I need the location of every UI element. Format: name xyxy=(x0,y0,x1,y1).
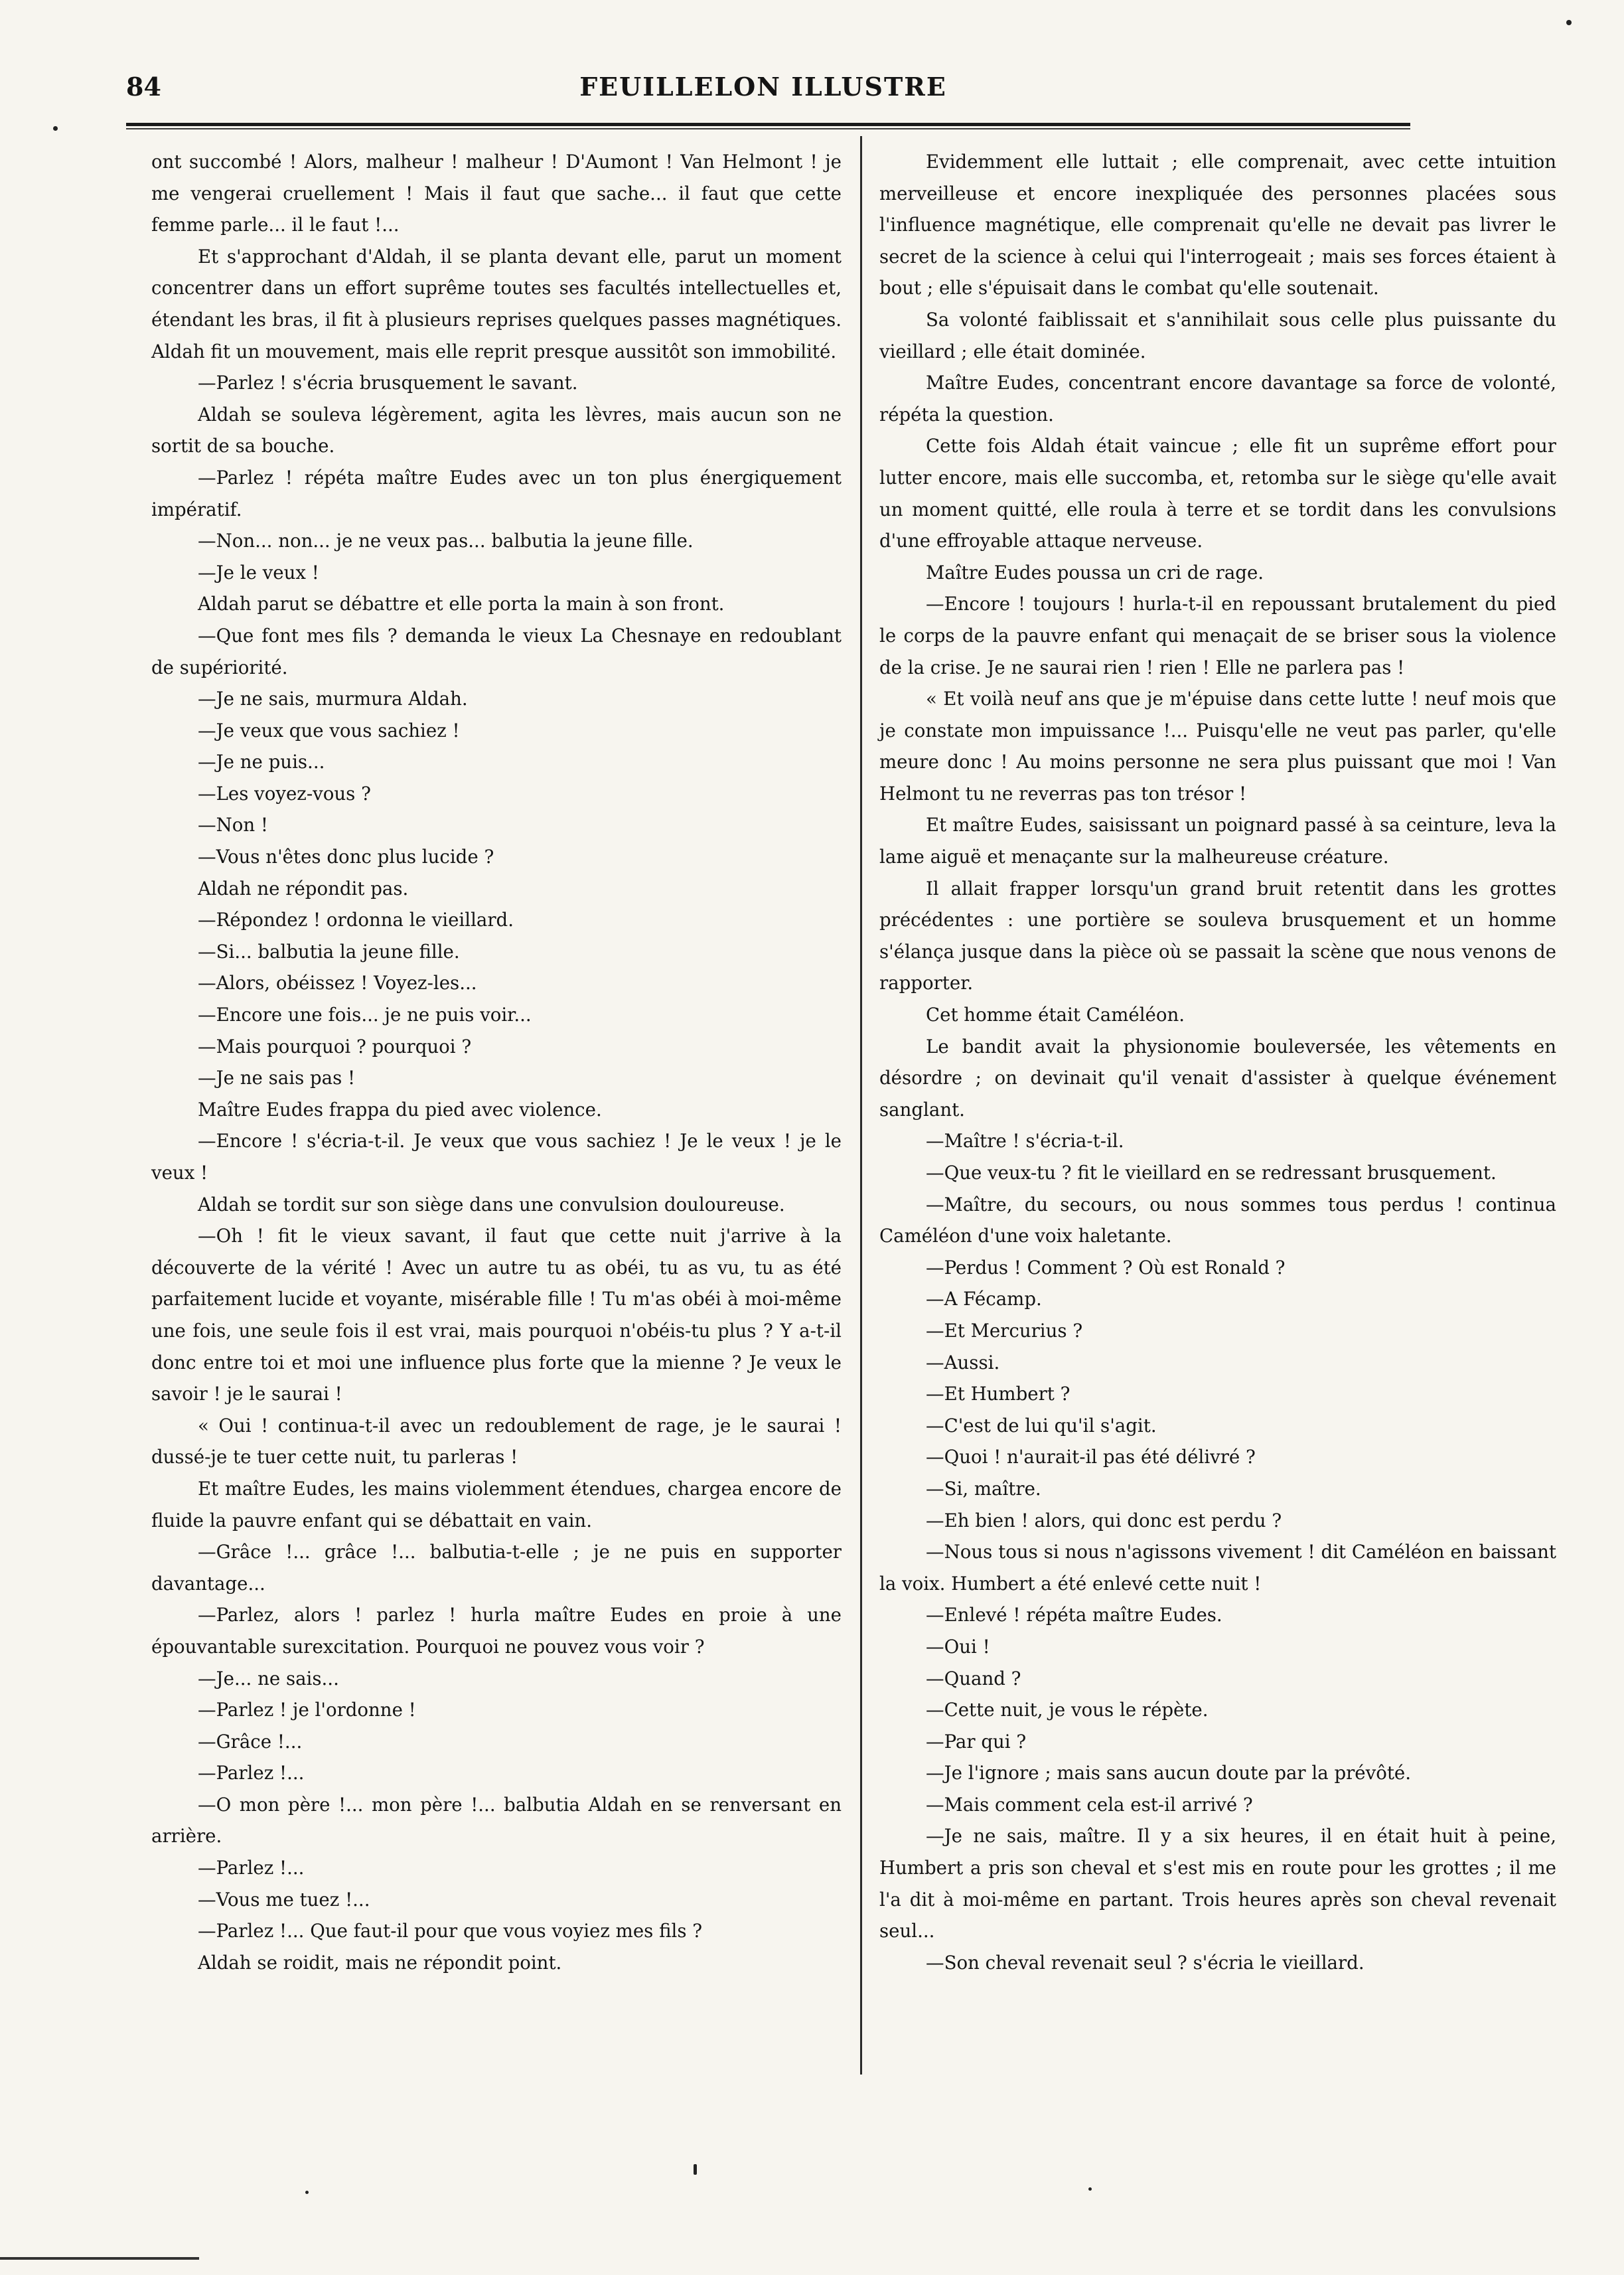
paragraph: —Que font mes fils ? demanda le vieux La Chesnaye en redoublant de supériorité. xyxy=(151,624,842,678)
paragraph: —Cette nuit, je vous le répète. xyxy=(926,1699,1209,1721)
paragraph: —Si... balbutia la jeune fille. xyxy=(198,940,460,963)
paragraph: « Oui ! continua-t-il avec un redoublement de rage, je le saurai ! dussé-je te tuer cette nuit, tu parleras ! xyxy=(151,1414,842,1468)
paragraph: —Oui ! xyxy=(926,1635,990,1658)
paragraph: —Parlez !... xyxy=(198,1857,305,1879)
paragraph: ont succombé ! Alors, malheur ! malheur ! D'Aumont ! Van Helmont ! je me vengerai cruellement ! Mais il faut que sache... il faut que cette femme parle... il le faut !... xyxy=(151,151,842,236)
left-column xyxy=(151,146,842,1978)
paragraph: —Quoi ! n'aurait-il pas été délivré ? xyxy=(926,1446,1256,1468)
paragraph: —A Fécamp. xyxy=(926,1288,1042,1310)
paragraph: Aldah se souleva légèrement, agita les lèvres, mais aucun son ne sortit de sa bouche. xyxy=(151,403,842,457)
paragraph: Aldah se tordit sur son siège dans une convulsion douloureuse. xyxy=(198,1193,785,1216)
header-rule-thin xyxy=(126,128,1410,129)
page-number: 84 xyxy=(126,72,161,102)
paragraph: —Encore ! toujours ! hurla-t-il en repoussant brutalement du pied le corps de la pauvre enfant qui menaçait de se briser sous la violence de la crise. Je ne saurai rien ! rien ! Elle ne parlera pas ! xyxy=(879,593,1556,678)
paragraph: Aldah ne répondit pas. xyxy=(198,877,409,900)
paragraph: —Répondez ! ordonna le vieillard. xyxy=(198,909,514,931)
paragraph: —Et Mercurius ? xyxy=(926,1319,1083,1342)
paragraph: Et maître Eudes, les mains violemment étendues, chargea encore de fluide la pauvre enfant qui se débattait en vain. xyxy=(151,1477,842,1531)
paragraph: —Aussi. xyxy=(926,1351,1000,1373)
paragraph: —Maître ! s'écria-t-il. xyxy=(926,1130,1124,1152)
paragraph: —Parlez, alors ! parlez ! hurla maître Eudes en proie à une épouvantable surexcitation. Pourquoi ne pouvez vous voir ? xyxy=(151,1604,842,1658)
right-column xyxy=(879,146,1556,1978)
paragraph: —Je ne puis... xyxy=(198,751,325,773)
paragraph: —Mais pourquoi ? pourquoi ? xyxy=(198,1035,472,1058)
paragraph: —Parlez !... xyxy=(198,1762,305,1784)
paragraph: —Je veux que vous sachiez ! xyxy=(198,719,460,742)
paragraph: Aldah parut se débattre et elle porta la main à son front. xyxy=(198,593,725,615)
paragraph: Cette fois Aldah était vaincue ; elle fit un suprême effort pour lutter encore, mais elle succomba, et, retomba sur le siège qu'elle avait un moment quitté, elle roula à terre et se tordit dans les convulsions d'une effroyable attaque nerveuse. xyxy=(879,435,1556,552)
paragraph: —O mon père !... mon père !... balbutia Aldah en se renversant en arrière. xyxy=(151,1793,842,1847)
column-divider xyxy=(860,136,862,2075)
paragraph: Et s'approchant d'Aldah, il se planta devant elle, parut un moment concentrer dans un effort suprême toutes ses facultés intellectuelles et, étendant les bras, il fit à plusieurs reprises quelques passes magnétiques. Aldah fit un mouvement, mais elle reprit presque aussitôt son immobilité. xyxy=(151,245,842,362)
print-speck xyxy=(1566,20,1572,25)
paragraph: —Encore ! s'écria-t-il. Je veux que vous sachiez ! Je le veux ! je le veux ! xyxy=(151,1130,842,1184)
paragraph: —Parlez ! s'écria brusquement le savant. xyxy=(198,372,578,394)
running-title: FEUILLELON ILLUSTRE xyxy=(579,72,947,102)
paragraph: —Je le veux ! xyxy=(198,561,319,584)
paragraph: —C'est de lui qu'il s'agit. xyxy=(926,1414,1157,1437)
paragraph: —Je... ne sais... xyxy=(198,1667,339,1689)
paragraph: —Si, maître. xyxy=(926,1477,1041,1500)
paragraph: —Oh ! fit le vieux savant, il faut que cette nuit j'arrive à la découverte de la vérité ! Avec un autre tu as obéi, tu as vu, tu as été parfaitement lucide et voyante, misérable fille ! Tu m'as obéi à moi-même une fois, une seule fois il est vrai, mais pourquoi n'obéis-tu plus ? Y a-t-il donc entre toi et moi une influence plus forte que la mienne ? Je veux le savoir ! je le saurai ! xyxy=(151,1225,842,1405)
paragraph: Il allait frapper lorsqu'un grand bruit retentit dans les grottes précédentes : une portière se souleva brusquement et un homme s'élança jusque dans la pièce où se passait la scène que nous venons de rapporter. xyxy=(879,877,1556,994)
paragraph: —Quand ? xyxy=(926,1667,1021,1689)
paragraph: —Je ne sais, maître. Il y a six heures, il en était huit à peine, Humbert a pris son cheval et s'est mis en route pour les grottes ; il me l'a dit à moi-même en partant. Trois heures après son cheval revenait seul... xyxy=(879,1825,1556,1942)
paragraph: —Je l'ignore ; mais sans aucun doute par la prévôté. xyxy=(926,1762,1412,1784)
paragraph: —Les voyez-vous ? xyxy=(198,782,371,805)
paragraph: —Vous me tuez !... xyxy=(198,1888,370,1911)
paragraph: —Encore une fois... je ne puis voir... xyxy=(198,1004,532,1026)
paragraph: —Eh bien ! alors, qui donc est perdu ? xyxy=(926,1509,1282,1531)
paragraph: —Parlez !... Que faut-il pour que vous voyiez mes fils ? xyxy=(198,1920,703,1942)
paragraph: —Son cheval revenait seul ? s'écria le vieillard. xyxy=(926,1951,1365,1974)
print-speck xyxy=(305,2191,309,2194)
paragraph: Et maître Eudes, saisissant un poignard passé à sa ceinture, leva la lame aiguë et menaçante sur la malheureuse créature. xyxy=(879,814,1556,868)
paragraph: Le bandit avait la physionomie bouleversée, les vêtements en désordre ; on devinait qu'il venait d'assister à quelque événement sanglant. xyxy=(879,1035,1556,1121)
print-speck xyxy=(1088,2187,1092,2191)
paragraph: Maître Eudes frappa du pied avec violence. xyxy=(198,1098,602,1121)
page-header xyxy=(126,72,1400,112)
paragraph: —Non ! xyxy=(198,814,268,836)
paragraph: —Grâce !... grâce !... balbutia-t-elle ; je ne puis en supporter davantage... xyxy=(151,1541,842,1595)
paragraph: —Je ne sais pas ! xyxy=(198,1067,356,1089)
paragraph: —Parlez ! je l'ordonne ! xyxy=(198,1699,416,1721)
paragraph: —Par qui ? xyxy=(926,1730,1027,1753)
paragraph: —Enlevé ! répéta maître Eudes. xyxy=(926,1604,1222,1626)
paragraph: « Et voilà neuf ans que je m'épuise dans cette lutte ! neuf mois que je constate mon impuissance !... Puisqu'elle ne veut pas parler, qu'elle meure donc ! Au moins personne ne sera plus puissant que moi ! Van Helmont tu ne reverras pas ton trésor ! xyxy=(879,688,1556,805)
print-speck xyxy=(694,2164,697,2175)
paragraph: —Nous tous si nous n'agissons vivement ! dit Caméléon en baissant la voix. Humbert a été enlevé cette nuit ! xyxy=(879,1541,1556,1595)
bottom-rule xyxy=(0,2257,199,2260)
paragraph: —Alors, obéissez ! Voyez-les... xyxy=(198,972,477,994)
paragraph: —Que veux-tu ? fit le vieillard en se redressant brusquement. xyxy=(926,1162,1497,1184)
paragraph: —Je ne sais, murmura Aldah. xyxy=(198,688,468,710)
paragraph: —Perdus ! Comment ? Où est Ronald ? xyxy=(926,1256,1286,1279)
paragraph: —Grâce !... xyxy=(198,1730,303,1753)
paragraph: —Mais comment cela est-il arrivé ? xyxy=(926,1793,1253,1816)
paragraph: —Non... non... je ne veux pas... balbutia la jeune fille. xyxy=(198,530,694,552)
paragraph: Aldah se roidit, mais ne répondit point. xyxy=(198,1951,562,1974)
paragraph: Evidemment elle luttait ; elle comprenait, avec cette intuition merveilleuse et encore inexpliquée des personnes placées sous l'influence magnétique, elle comprenait qu'elle ne devait pas livrer le secret de la science à celui qui l'interrogeait ; mais ses forces étaient à bout ; elle s'épuisait dans le combat qu'elle soutenait. xyxy=(879,151,1556,299)
paragraph: —Maître, du secours, ou nous sommes tous perdus ! continua Caméléon d'une voix haletante. xyxy=(879,1193,1556,1247)
paragraph: —Vous n'êtes donc plus lucide ? xyxy=(198,846,494,868)
paragraph: —Parlez ! répéta maître Eudes avec un ton plus énergiquement impératif. xyxy=(151,466,842,520)
paragraph: Cet homme était Caméléon. xyxy=(926,1004,1185,1026)
paragraph: Sa volonté faiblissait et s'annihilait sous celle plus puissante du vieillard ; elle était dominée. xyxy=(879,308,1556,362)
paragraph: Maître Eudes poussa un cri de rage. xyxy=(926,561,1264,584)
print-speck xyxy=(53,126,58,131)
paragraph: —Et Humbert ? xyxy=(926,1383,1070,1405)
paragraph: Maître Eudes, concentrant encore davantage sa force de volonté, répéta la question. xyxy=(879,372,1556,426)
header-rule xyxy=(126,123,1410,126)
